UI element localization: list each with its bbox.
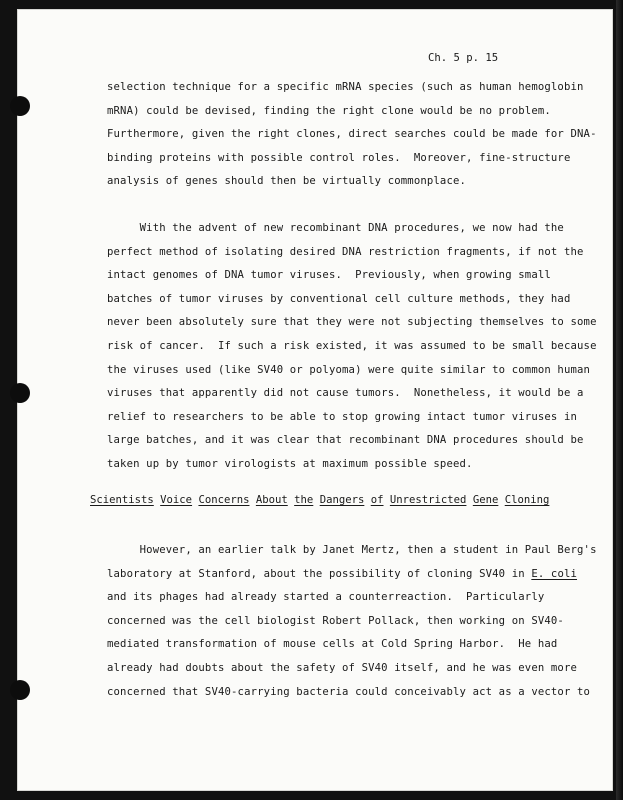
- text-line: batches of tumor viruses by conventional cell culture methods, they had: [107, 292, 571, 305]
- paragraph-3: [107, 539, 597, 704]
- text-line: mediated transformation of mouse cells at Cold Spring Harbor. He had: [107, 638, 558, 651]
- text-line: viruses that apparently did not cause tumors. Nonetheless, it would be a: [107, 387, 584, 400]
- text-line: relief to researchers to be able to stop growing intact tumor viruses in: [107, 410, 578, 423]
- text-line: already had doubts about the safety of SV40 itself, and he was even more: [107, 661, 578, 674]
- punch-hole-bottom: [10, 680, 30, 700]
- punch-hole-middle: [10, 383, 30, 403]
- text-line: concerned was the cell biologist Robert Pollack, then working on SV40-: [107, 614, 564, 627]
- text-line: mRNA) could be devised, finding the right clone would be no problem.: [107, 104, 551, 117]
- text-segment: laboratory at Stanford, about the possibility of cloning SV40 in: [107, 567, 532, 580]
- species-name: E. coli: [531, 567, 578, 580]
- punch-hole-top: [10, 96, 30, 116]
- heading-word: of: [370, 494, 384, 506]
- text-line: the viruses used (like SV40 or polyoma) were quite similar to common human: [107, 363, 591, 376]
- text-line: concerned that SV40-carrying bacteria could conceivably act as a vector to: [107, 685, 591, 698]
- heading-word: Gene: [472, 494, 499, 506]
- text-line: large batches, and it was clear that recombinant DNA procedures should be: [107, 434, 584, 447]
- text-line: However, an earlier talk by Janet Mertz, then a student in Paul Berg's: [107, 544, 597, 556]
- heading-word: Unrestricted: [389, 494, 467, 506]
- section-heading: [90, 494, 549, 506]
- text-line: With the advent of new recombinant DNA procedures, we now had the: [107, 222, 564, 234]
- text-line: binding proteins with possible control roles. Moreover, fine-structure: [107, 151, 571, 164]
- text-line: perfect method of isolating desired DNA restriction fragments, if not the: [107, 245, 584, 258]
- paragraph-1: [107, 76, 597, 194]
- text-line: risk of cancer. If such a risk existed, it was assumed to be small because: [107, 339, 597, 352]
- heading-word: Dangers: [319, 494, 365, 506]
- heading-word: Scientists: [90, 494, 154, 506]
- text-line: taken up by tumor virologists at maximum possible speed.: [107, 457, 473, 470]
- text-line: Furthermore, given the right clones, direct searches could be made for DNA-: [107, 128, 597, 141]
- page-number-header: Ch. 5 p. 15: [428, 52, 499, 64]
- text-line: analysis of genes should then be virtually commonplace.: [107, 175, 467, 188]
- binder-edge: [616, 0, 623, 800]
- heading-word: Voice: [160, 494, 193, 506]
- text-line: and its phages had already started a counterreaction. Particularly: [107, 591, 545, 604]
- heading-word: About: [255, 494, 288, 506]
- heading-word: Concerns: [198, 494, 250, 506]
- paragraph-2: [107, 217, 597, 477]
- heading-word: Cloning: [504, 494, 550, 506]
- heading-word: the: [294, 494, 314, 506]
- text-line: selection technique for a specific mRNA species (such as human hemoglobin: [107, 81, 584, 93]
- text-line: intact genomes of DNA tumor viruses. Previously, when growing small: [107, 269, 551, 282]
- text-line: [107, 563, 597, 587]
- text-line: never been absolutely sure that they were not subjecting themselves to some: [107, 316, 597, 329]
